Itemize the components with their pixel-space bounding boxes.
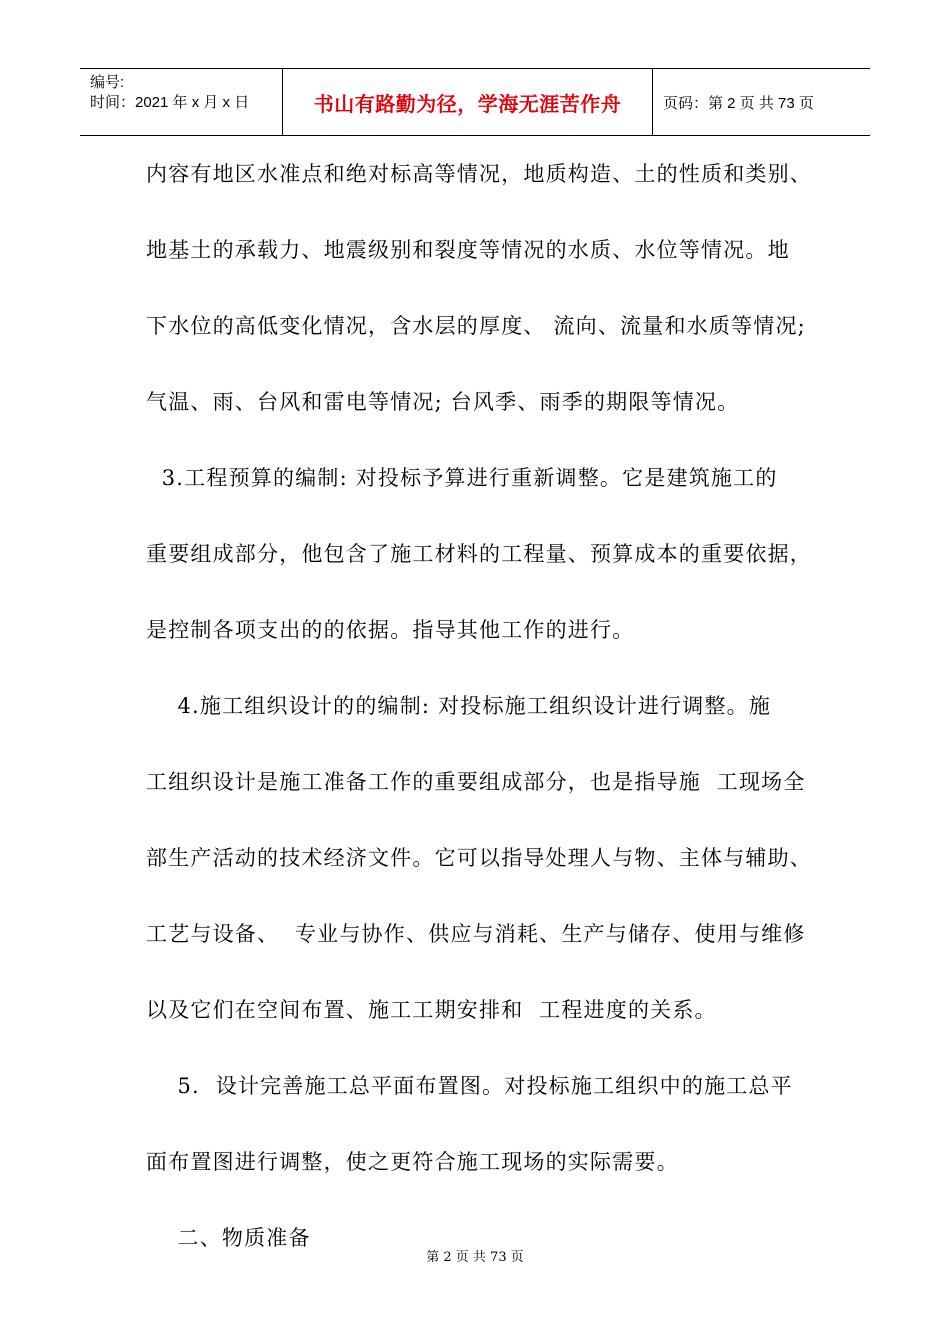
footer-page-number: 第 2 页 共 73 页 xyxy=(426,1250,524,1265)
document-date: 时间：2021 年 x 月 x 日 xyxy=(90,94,250,111)
body-line: 气温、雨、台风和雷电等情况; 台风季、雨季的期限等情况。 xyxy=(146,390,740,414)
body-line: 重要组成部分，他包含了施工材料的工程量、预算成本的重要依据， xyxy=(146,542,812,566)
body-line: 部生产活动的技术经济文件。它可以指导处理人与物、主体与辅助、 xyxy=(146,846,812,870)
body-line: 4.施工组织设计的的编制: 对投标施工组织设计进行调整。施 xyxy=(146,694,772,718)
document-body xyxy=(146,160,812,1300)
body-line: 3.工程预算的编制: 对投标予算进行重新调整。它是建筑施工的 xyxy=(146,466,778,490)
page-info-text: 页码：第 2 页 共 73 页 xyxy=(663,94,814,112)
header-meta xyxy=(80,69,282,135)
header-motto xyxy=(282,69,653,135)
body-line: 地基土的承载力、地震级别和裂度等情况的水质、水位等情况。地 xyxy=(146,238,790,262)
body-line: 5. 设计完善施工总平面布置图。对投标施工组织中的施工总平 xyxy=(146,1074,793,1098)
document-number-label: 编号: xyxy=(90,74,125,91)
body-line: 工艺与设备、 专业与协作、供应与消耗、生产与储存、使用与维修 xyxy=(146,922,806,946)
body-line: 以及它们在空间布置、施工工期安排和 工程进度的关系。 xyxy=(146,998,717,1022)
header-page-info xyxy=(653,69,870,135)
page-header xyxy=(80,68,870,136)
body-line: 下水位的高低变化情况，含水层的厚度、 流向、流量和水质等情况; xyxy=(146,314,806,338)
body-line: 内容有地区水准点和绝对标高等情况，地质构造、土的性质和类别、 xyxy=(146,162,812,186)
body-line: 面布置图进行调整，使之更符合施工现场的实际需要。 xyxy=(146,1150,679,1174)
page-footer xyxy=(0,1246,950,1265)
motto-text: 书山有路勤为径，学海无涯苦作舟 xyxy=(313,91,622,116)
body-line: 是控制各项支出的的依据。指导其他工作的进行。 xyxy=(146,618,635,642)
body-line: 工组织设计是施工准备工作的重要组成部分，也是指导施 工现场全 xyxy=(146,770,806,794)
section-heading: 二、物质准备 xyxy=(146,1226,311,1250)
